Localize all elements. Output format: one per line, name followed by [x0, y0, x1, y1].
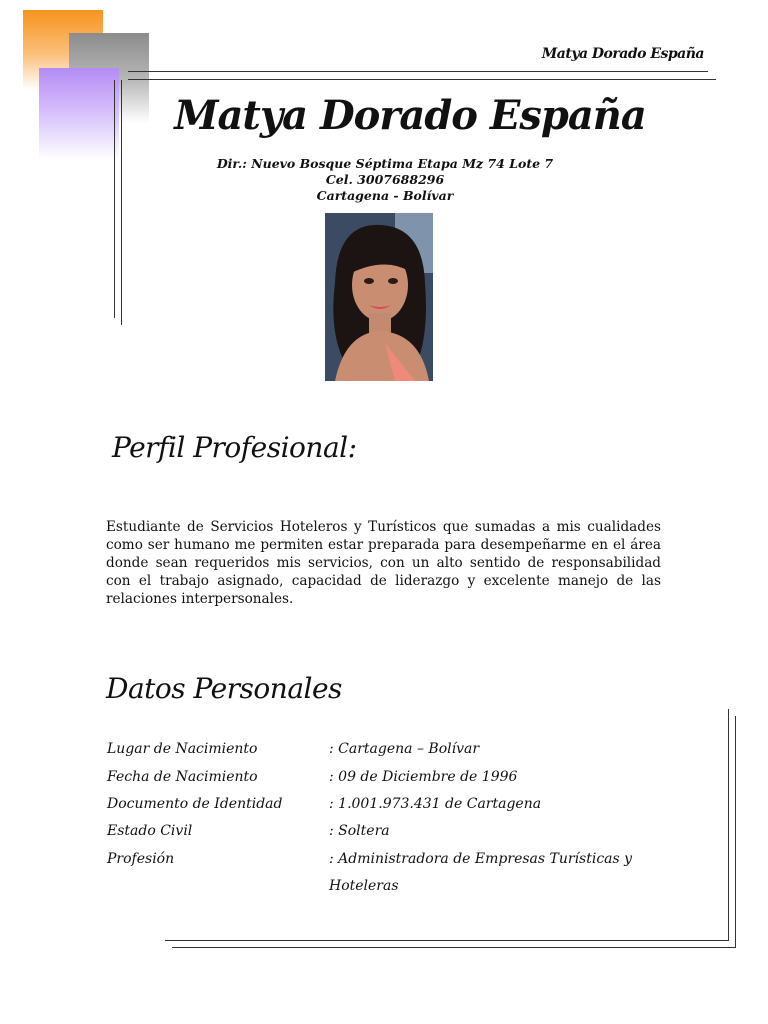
main-name: Matya Dorado España [174, 92, 646, 139]
value-birthdate: : 09 de Diciembre de 1996 [329, 769, 518, 785]
header-rule-top [128, 71, 708, 72]
header-rule-bottom [128, 79, 716, 80]
label-birthplace: Lugar de Nacimiento [107, 741, 258, 757]
frame-rule-bottom-1 [165, 940, 729, 941]
header-small-name: Matya Dorado España [541, 46, 704, 62]
label-marital-status: Estado Civil [107, 823, 193, 839]
frame-rule-right-1 [728, 709, 729, 941]
profile-paragraph: Estudiante de Servicios Hoteleros y Turísticos que sumadas a mis cualidades como ser humano me permiten estar preparada para desempeñarme en el área donde sean requeridos mis servicios, con un alto sentido de responsabilidad con el trabajo asignado, capacidad de liderazgo y excelente manejo de las relaciones interpersonales. [106, 519, 661, 607]
label-birthdate: Fecha de Nacimiento [107, 769, 258, 785]
city-line: Cartagena - Bolívar [316, 188, 454, 203]
frame-rule-bottom-2 [172, 947, 736, 948]
label-id-document: Documento de Identidad [107, 796, 283, 812]
value-marital-status: : Soltera [329, 823, 390, 839]
profile-photo-art [325, 213, 433, 381]
value-birthplace: : Cartagena – Bolívar [329, 741, 480, 757]
personal-section-title: Datos Personales [106, 672, 342, 705]
profile-photo [325, 213, 433, 381]
profile-section-title: Perfil Profesional: [112, 431, 357, 464]
phone-line: Cel. 3007688296 [325, 172, 445, 187]
address-line: Dir.: Nuevo Bosque Séptima Etapa Mz 74 Lote 7 [216, 156, 554, 171]
value-id-document: : 1.001.973.431 de Cartagena [329, 796, 542, 812]
frame-rule-right-2 [735, 716, 736, 948]
value-profession: : Administradora de Empresas Turísticas y Hoteleras [329, 851, 633, 894]
label-profession: Profesión [107, 851, 175, 867]
